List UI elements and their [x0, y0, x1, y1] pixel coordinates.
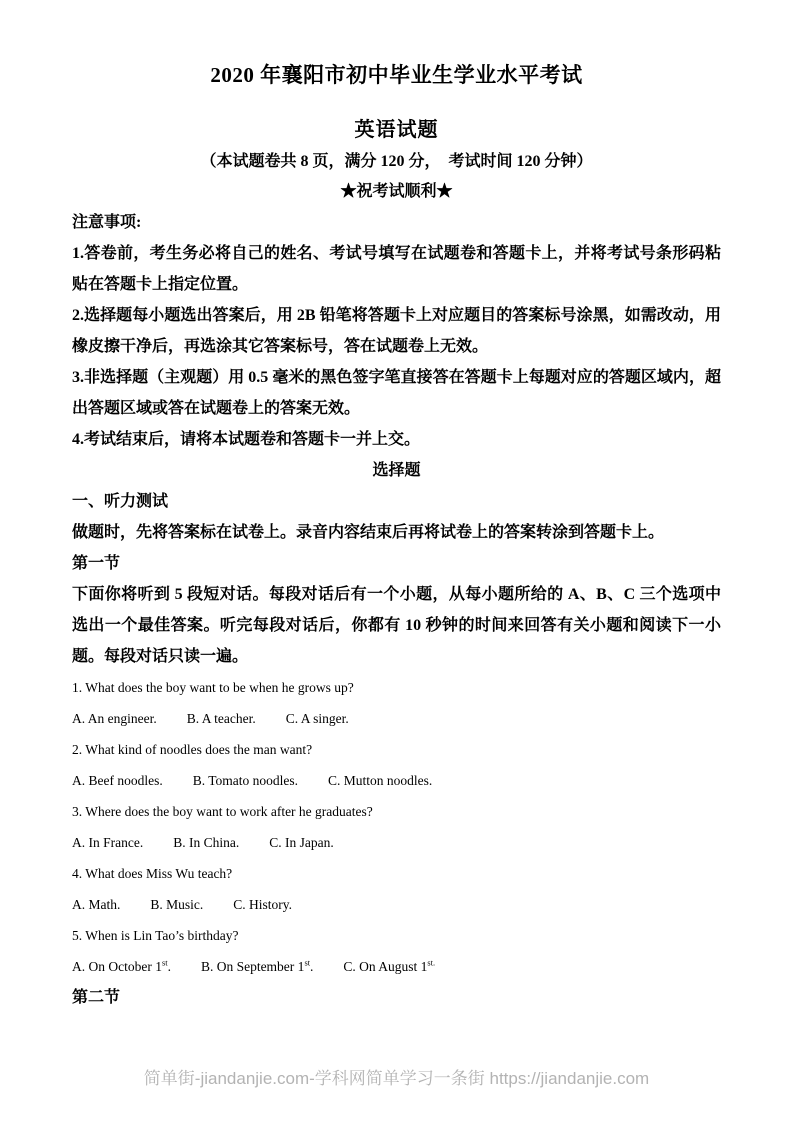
part1-heading: 第一节: [72, 555, 121, 572]
option-1a: A. An engineer.: [72, 711, 157, 726]
notice-item-4: 4.考试结束后，请将本试题卷和答题卡一并上交。: [72, 431, 421, 448]
option-2b: B. Tomato noodles.: [192, 773, 299, 788]
option-5b: B. On September 1st.: [200, 958, 314, 974]
subject-title: 英语试题: [354, 119, 439, 141]
listening-note: 做题时，先将答案标在试卷上。录音内容结束后再将试卷上的答案转涂到答题卡上。: [72, 524, 665, 541]
option-4b: B. Music.: [150, 897, 204, 912]
question-1-options: [72, 703, 721, 734]
option-3a: A. In France.: [72, 835, 144, 850]
notices-heading: 注意事项:: [72, 214, 142, 231]
question-5-text: 5. When is Lin Tao’s birthday?: [72, 928, 239, 943]
option-3c: C. In Japan.: [269, 835, 334, 850]
ordinal-superscript: st.: [427, 958, 436, 968]
question-3-options: [72, 827, 721, 858]
listening-section-heading: 一、听力测试: [72, 493, 169, 510]
site-watermark: 简单街-jiandanjie.com-学科网简单学习一条街 https://jiandanjie.com: [143, 1069, 650, 1088]
question-5-options: [72, 951, 721, 982]
notice-item-2: 2.选择题每小题选出答案后，用 2B 铅笔将答题卡上对应题目的答案标号涂黑，如需改动，用橡皮擦干净后，再选涂其它答案标号，答在试题卷上无效。: [72, 307, 721, 355]
notice-item-3: 3.非选择题（主观题）用 0.5 毫米的黑色签字笔直接答在答题卡上每题对应的答题区域内，超出答题区域或答在试题卷上的答案无效。: [72, 369, 721, 417]
question-3-text: 3. Where does the boy want to work after he graduates?: [72, 804, 373, 819]
option-2c: C. Mutton noodles.: [328, 773, 433, 788]
option-4c: C. History.: [233, 897, 293, 912]
option-1c: C. A singer.: [285, 711, 349, 726]
page-title: 2020 年襄阳市初中毕业生学业水平考试: [210, 63, 583, 87]
question-4-options: [72, 889, 721, 920]
option-5c: C. On August $1^{st.}$: [343, 958, 436, 974]
question-2-text: 2. What kind of noodles does the man want?: [72, 742, 313, 757]
question-2-options: [72, 765, 721, 796]
option-3b: B. In China.: [173, 835, 240, 850]
option-1b: B. A teacher.: [186, 711, 256, 726]
option-2a: A. Beef noodles.: [72, 773, 163, 788]
notice-item-1: 1.答卷前，考生务必将自己的姓名、考试号填写在试题卷和答题卡上，并将考试号条形码粘贴在答题卡上指定位置。: [72, 245, 721, 293]
option-5a: A. On October 1st.: [72, 958, 171, 974]
question-1-text: 1. What does the boy want to be when he grows up?: [72, 680, 354, 695]
ordinal-superscript: st: [304, 958, 311, 968]
part1-description: 下面你将听到 5 段短对话。每段对话后有一个小题，从每小题所给的 A、B、C 三个选项中选出一个最佳答案。听完每段对话后，你都有 10 秒钟的时间来回答有关小题和阅读下一小题。每段对话只读一遍。: [72, 586, 721, 665]
good-luck-line: ★祝考试顺利★: [340, 183, 453, 200]
option-4a: A. Math.: [72, 897, 121, 912]
part2-heading: 第二节: [72, 989, 121, 1006]
ordinal-superscript: st: [161, 958, 168, 968]
choice-section-heading: 选择题: [372, 462, 421, 479]
paper-meta-line: （本试题卷共 8 页，满分 120 分， 考试时间 120 分钟）: [200, 153, 593, 170]
question-4-text: 4. What does Miss Wu teach?: [72, 866, 233, 881]
